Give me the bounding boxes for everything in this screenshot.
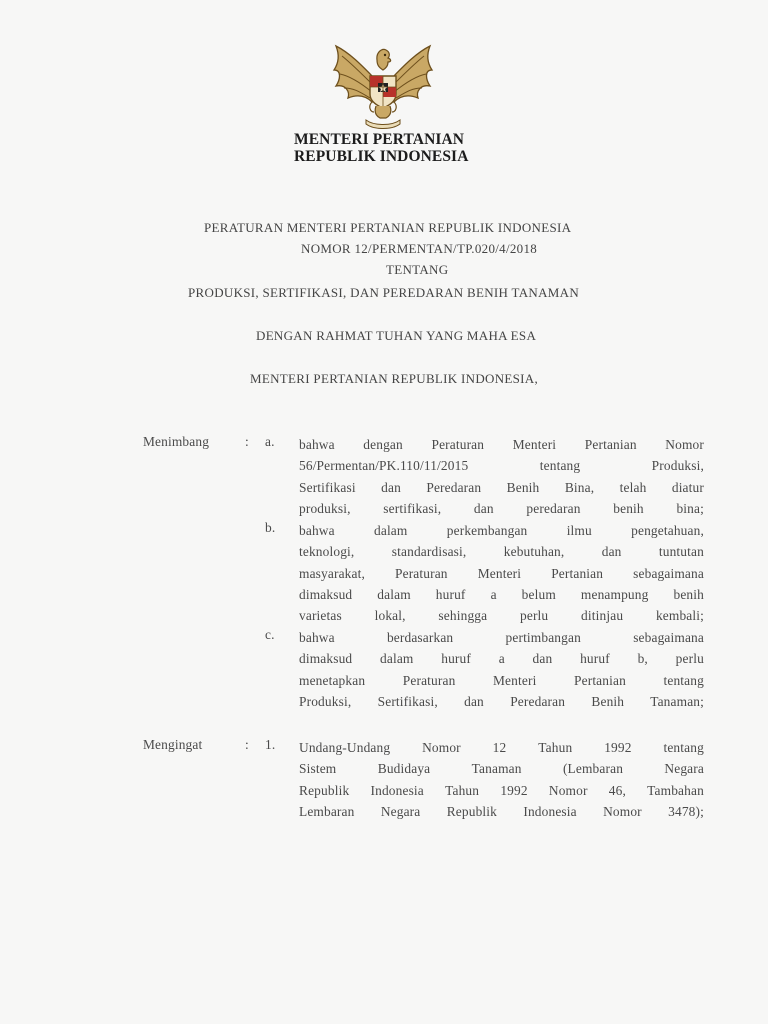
- text-line: bahwa dengan Peraturan Menteri Pertanian Nomor: [299, 437, 704, 452]
- text-line: Sistem Budidaya Tanaman (Lembaran Negara: [299, 761, 704, 777]
- text-line: Sertifikasi dan Peredaran Benih Bina, telah diatur: [299, 479, 704, 495]
- text-line: bahwa dalam perkembangan ilmu pengetahuan,: [299, 523, 704, 538]
- text-line: dimaksud dalam huruf a belum menampung benih: [299, 586, 704, 602]
- regulation-number: NOMOR 12/PERMENTAN/TP.020/4/2018: [301, 241, 538, 256]
- regulation-title: PERATURAN MENTERI PERTANIAN REPUBLIK INDONESIA: [204, 220, 572, 235]
- preamble-minister: MENTERI PERTANIAN REPUBLIK INDONESIA,: [250, 371, 539, 386]
- text-line: bahwa berdasarkan pertimbangan sebagaimana: [299, 630, 704, 645]
- text-line: Produksi, Sertifikasi, dan Peredaran Benih Tanaman;: [299, 693, 704, 709]
- text-line: teknologi, standardisasi, kebutuhan, dan tuntutan: [299, 544, 704, 560]
- ministry-header: [294, 131, 469, 165]
- mengingat-colon: :: [245, 737, 249, 752]
- mengingat-item-1-marker: 1.: [265, 737, 276, 752]
- text-line: 56/Permentan/PK.110/11/2015 tentang Produksi,: [299, 458, 704, 474]
- ministry-name: MENTERI PERTANIAN: [294, 131, 465, 148]
- menimbang-item-b-text: [299, 520, 704, 626]
- menimbang-colon: :: [245, 434, 249, 449]
- text-line: Republik Indonesia Tahun 1992 Nomor 46, Tambahan: [299, 782, 704, 798]
- text-line: dimaksud dalam huruf a dan huruf b, perlu: [299, 651, 704, 667]
- regulation-subject: PRODUKSI, SERTIFIKASI, DAN PEREDARAN BENIH TANAMAN: [188, 285, 580, 300]
- preamble-rahmat: DENGAN RAHMAT TUHAN YANG MAHA ESA: [256, 328, 537, 343]
- menimbang-label: Menimbang: [143, 434, 210, 449]
- text-line: Lembaran Negara Republik Indonesia Nomor 3478);: [299, 803, 704, 819]
- garuda-pancasila-emblem-icon: [330, 40, 436, 132]
- menimbang-item-c-marker: c.: [265, 627, 275, 642]
- text-line: varietas lokal, sehingga perlu ditinjau kembali;: [299, 608, 704, 624]
- text-line: Undang-Undang Nomor 12 Tahun 1992 tentang: [299, 740, 704, 755]
- mengingat-item-1-text: [299, 737, 704, 822]
- ministry-country: REPUBLIK INDONESIA: [294, 148, 469, 165]
- text-line: masyarakat, Peraturan Menteri Pertanian sebagaimana: [299, 565, 704, 581]
- menimbang-item-b-marker: b.: [265, 520, 276, 535]
- menimbang-item-c-text: [299, 627, 704, 712]
- mengingat-label: Mengingat: [143, 737, 203, 752]
- text-line: menetapkan Peraturan Menteri Pertanian tentang: [299, 672, 704, 688]
- text-line: produksi, sertifikasi, dan peredaran benih bina;: [299, 500, 704, 516]
- menimbang-item-a-marker: a.: [265, 434, 275, 449]
- regulation-tentang: TENTANG: [386, 262, 449, 277]
- menimbang-item-a-text: [299, 434, 704, 519]
